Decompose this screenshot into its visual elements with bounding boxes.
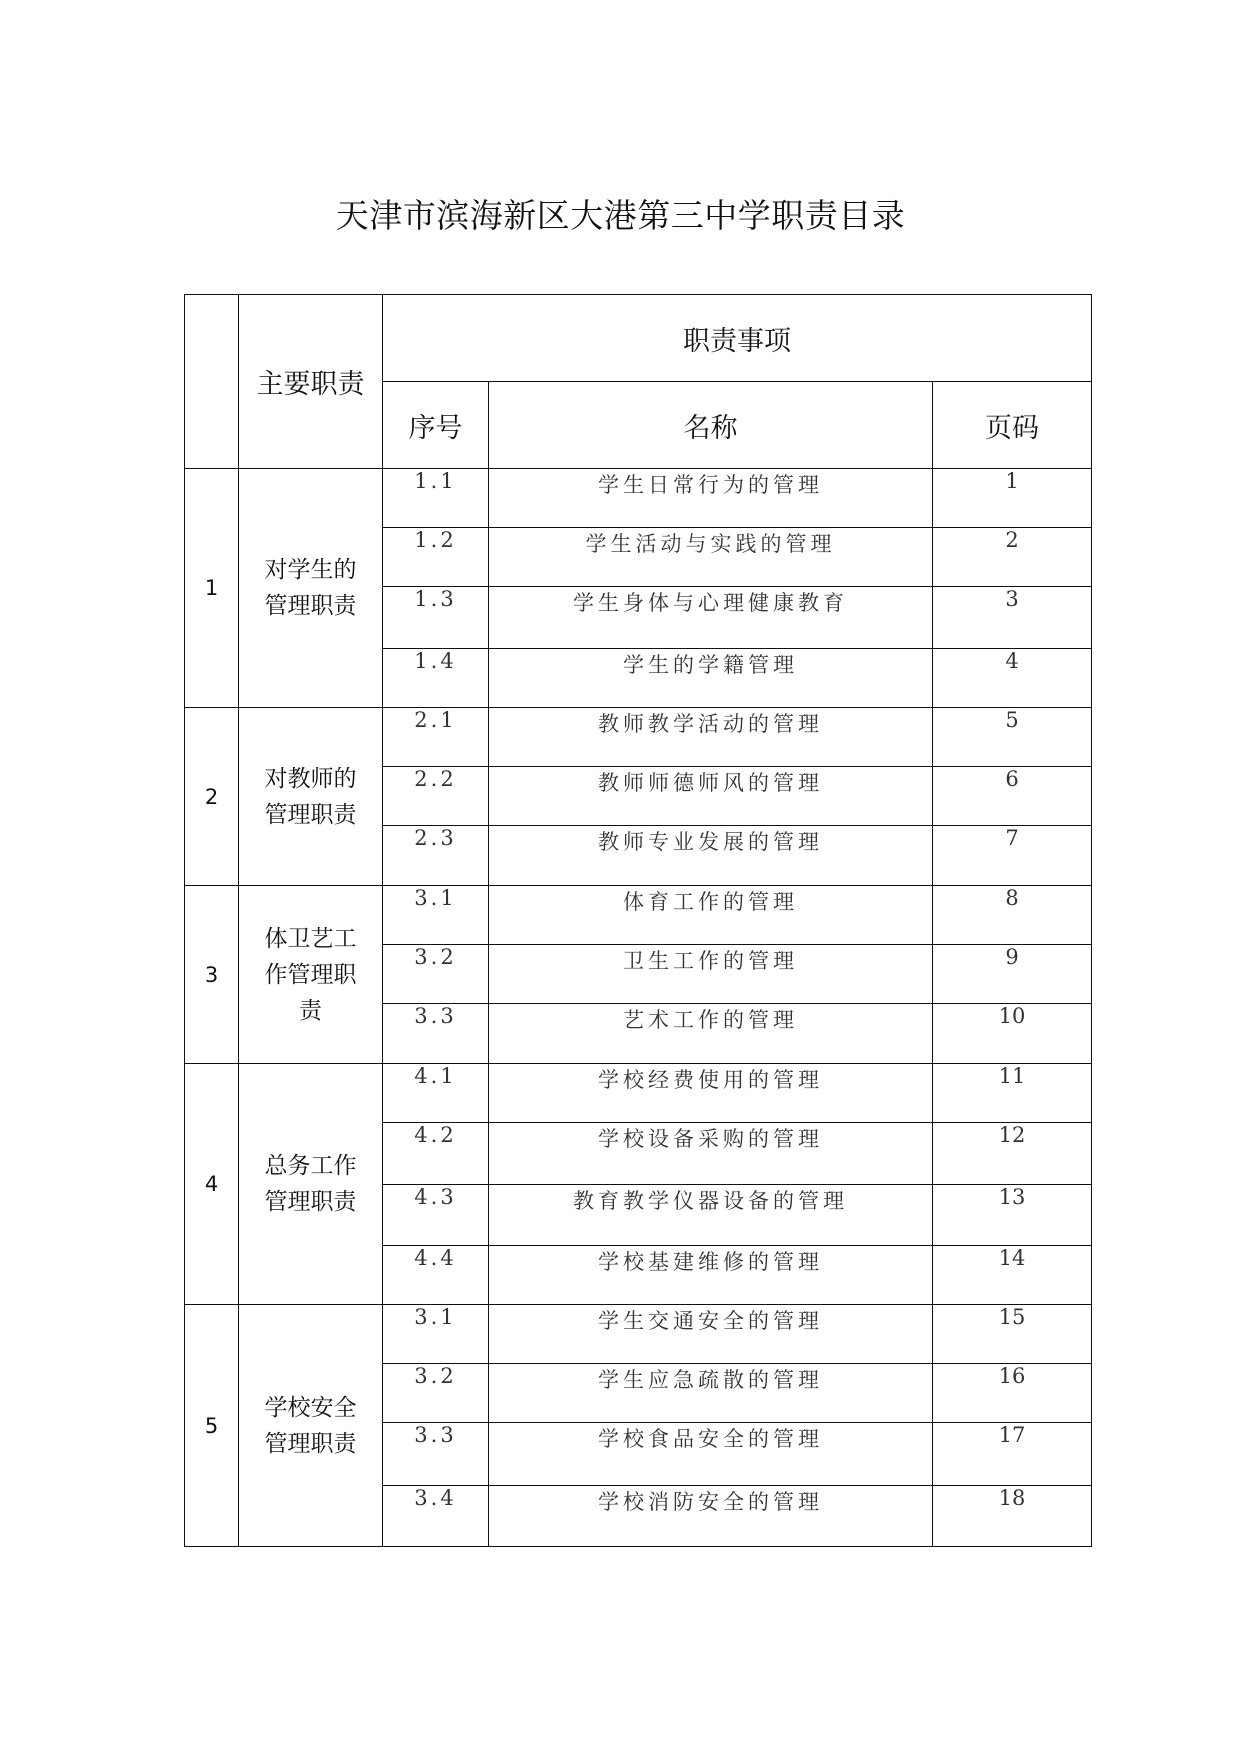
duty-directory-table: [184, 294, 1092, 1547]
item-name: 学生日常行为的管理: [489, 469, 933, 528]
item-page: 3: [933, 587, 1092, 649]
item-seq: 3.2: [383, 1364, 489, 1423]
item-page: 8: [933, 886, 1092, 945]
item-seq: 1.2: [383, 528, 489, 587]
item-name: 学校消防安全的管理: [489, 1486, 933, 1547]
item-seq: 1.4: [383, 649, 489, 708]
item-seq: 1.1: [383, 469, 489, 528]
item-name: 学校食品安全的管理: [489, 1423, 933, 1486]
group-index: 2: [185, 708, 239, 886]
header-page: 页码: [933, 382, 1092, 469]
group-duty-name: 学校安全 管理职责: [239, 1305, 383, 1547]
item-seq: 4.3: [383, 1185, 489, 1246]
table-row: [185, 886, 1092, 945]
group-duty-name: 对学生的 管理职责: [239, 469, 383, 708]
item-name: 学生的学籍管理: [489, 649, 933, 708]
header-main-duty: 主要职责: [239, 295, 383, 469]
group-index: 4: [185, 1064, 239, 1305]
item-seq: 4.4: [383, 1246, 489, 1305]
item-name: 学生交通安全的管理: [489, 1305, 933, 1364]
item-name: 学校基建维修的管理: [489, 1246, 933, 1305]
item-name: 体育工作的管理: [489, 886, 933, 945]
item-seq: 3.1: [383, 886, 489, 945]
item-page: 17: [933, 1423, 1092, 1486]
item-seq: 3.3: [383, 1004, 489, 1064]
item-page: 6: [933, 767, 1092, 826]
item-name: 教育教学仪器设备的管理: [489, 1185, 933, 1246]
item-seq: 2.3: [383, 826, 489, 886]
item-name: 教师专业发展的管理: [489, 826, 933, 886]
header-index-cell: [185, 295, 239, 469]
group-index: 1: [185, 469, 239, 708]
item-name: 卫生工作的管理: [489, 945, 933, 1004]
item-seq: 3.4: [383, 1486, 489, 1547]
item-name: 学生应急疏散的管理: [489, 1364, 933, 1423]
item-name: 学校经费使用的管理: [489, 1064, 933, 1123]
header-seq: 序号: [383, 382, 489, 469]
item-page: 7: [933, 826, 1092, 886]
item-seq: 1.3: [383, 587, 489, 649]
table-row: [185, 708, 1092, 767]
item-seq: 4.1: [383, 1064, 489, 1123]
item-seq: 2.2: [383, 767, 489, 826]
header-row-top: [185, 295, 1092, 382]
group-duty-name: 总务工作 管理职责: [239, 1064, 383, 1305]
document-title: 天津市滨海新区大港第三中学职责目录: [335, 196, 906, 235]
item-name: 教师师德师风的管理: [489, 767, 933, 826]
item-seq: 2.1: [383, 708, 489, 767]
item-page: 18: [933, 1486, 1092, 1547]
item-page: 1: [933, 469, 1092, 528]
group-duty-name: 对教师的 管理职责: [239, 708, 383, 886]
item-seq: 3.1: [383, 1305, 489, 1364]
item-name: 学校设备采购的管理: [489, 1123, 933, 1185]
table-row: [185, 1305, 1092, 1364]
item-seq: 3.3: [383, 1423, 489, 1486]
item-name: 教师教学活动的管理: [489, 708, 933, 767]
header-name: 名称: [489, 382, 933, 469]
group-duty-name: 体卫艺工 作管理职 责: [239, 886, 383, 1064]
item-name: 艺术工作的管理: [489, 1004, 933, 1064]
item-page: 4: [933, 649, 1092, 708]
item-page: 2: [933, 528, 1092, 587]
item-page: 14: [933, 1246, 1092, 1305]
item-page: 15: [933, 1305, 1092, 1364]
item-page: 11: [933, 1064, 1092, 1123]
item-seq: 3.2: [383, 945, 489, 1004]
item-page: 10: [933, 1004, 1092, 1064]
item-page: 5: [933, 708, 1092, 767]
item-name: 学生活动与实践的管理: [489, 528, 933, 587]
item-page: 16: [933, 1364, 1092, 1423]
group-index: 5: [185, 1305, 239, 1547]
group-index: 3: [185, 886, 239, 1064]
table-row: [185, 1064, 1092, 1123]
item-page: 12: [933, 1123, 1092, 1185]
item-name: 学生身体与心理健康教育: [489, 587, 933, 649]
item-page: 13: [933, 1185, 1092, 1246]
table-row: [185, 469, 1092, 528]
header-duty-items: 职责事项: [383, 295, 1092, 382]
item-seq: 4.2: [383, 1123, 489, 1185]
item-page: 9: [933, 945, 1092, 1004]
